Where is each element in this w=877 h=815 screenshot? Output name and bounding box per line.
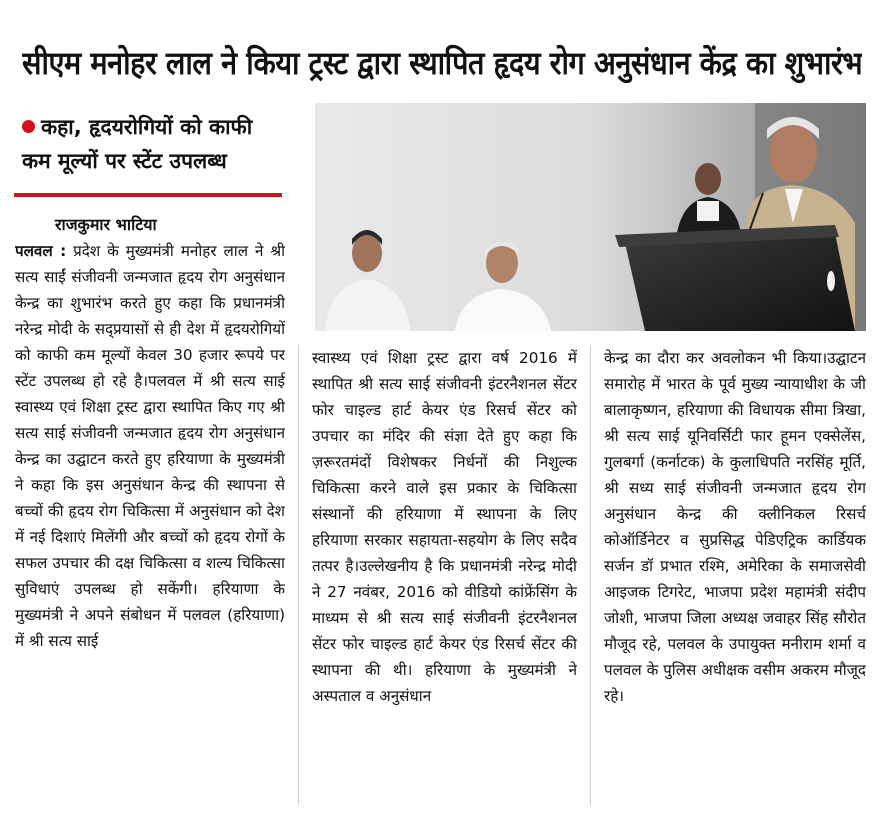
byline: राजकुमार भाटिया bbox=[55, 215, 157, 234]
article-column-3 bbox=[604, 345, 866, 810]
column-1-text: प्रदेश के मुख्यमंत्री मनोहर लाल ने श्री सत्य साईं संजीवनी जन्मजात हृदय रोग अनुसंधान केन्द्र का शुभारंभ करते हुए कहा कि प्रधानमंत्री नरेन्द्र मोदी के सद्प्रयासों से ही देश में हृदयरोगियों को काफी कम मूल्यों केवल 30 हजार रूपये पर स्टेंट उपलब्ध हो रहे है।पलवल में श्री सत्य साई स्वास्थ्य एवं शिक्षा ट्रस्ट द्वारा स्थापित किए गए श्री सत्य साई संजीवनी जन्मजात हृदय रोग अनुसंधान केन्द्र का उद्घाटन करते हुए हरियाणा के मुख्यमंत्री ने कहा कि इस अनुसंधान केन्द्र की स्थापना से बच्चों की हृदय रोग चिकित्सा में अनुसंधान को देश में नई दिशाएं मिलेंगी और बच्चों को हृदय रोगों के सफल उपचार की दक्ष चिकित्सा व शल्य चिकित्सा सुविधाएं उपलब्ध हो सकेंगी। हरियाणा के मुख्यमंत्री ने अपने संबोधन में पलवल (हरियाणा) में श्री सत्य साई bbox=[15, 242, 285, 650]
column-3-text: केन्द्र का दौरा कर अवलोकन भी किया।उद्घाटन समारोह में भारत के पूर्व मुख्य न्यायाधीश के जी बालाकृष्णन, हरियाणा की विधायक सीमा त्रिखा, श्री सत्य साई यूनिवर्सिटी फार हूमन एक्सेलेंस, गुलबर्गा (कर्नाटक) के कुलाधिपति नरसिंह मूर्ति, श्री सध्य साई संजीवनी जन्मजात हृदय रोग अनुसंधान केन्द्र की क्लीनिकल रिसर्च कोऑर्डिनेटर व सुप्रसिद्ध पेडिएट्रिक कार्डियक सर्जन डॉ प्रभात रश्मि, अमेरिका के समाजसेवी आइजक टिगरेट, भाजपा प्रदेश महामंत्री संदीप जोशी, भाजपा जिला अध्यक्ष जवाहर सिंह सौरोत मौजूद रहे, पलवल के उपायुक्त मनीराम शर्मा व पलवल के पुलिस अधीक्षक वसीम अकरम मौजूद रहे। bbox=[604, 349, 866, 705]
bullet-icon bbox=[22, 120, 35, 133]
column-rule bbox=[590, 345, 591, 805]
deck bbox=[22, 110, 284, 178]
podium bbox=[615, 225, 855, 331]
article-column-2 bbox=[312, 345, 577, 810]
article-column-1 bbox=[15, 238, 285, 808]
dateline: पलवल : bbox=[15, 242, 67, 260]
column-rule bbox=[298, 345, 299, 805]
headline: सीएम मनोहर लाल ने किया ट्रस्ट द्वारा स्थापित हृदय रोग अनुसंधान केंद्र का शुभारंभ bbox=[22, 44, 863, 82]
deck-line-2: कम मूल्यों पर स्टेंट उपलब्ध bbox=[22, 149, 227, 173]
deck-line-1-text: कहा, हृदयरोगियों को काफी bbox=[41, 115, 253, 139]
deck-line-1 bbox=[22, 110, 284, 144]
divider-rule bbox=[14, 193, 282, 197]
news-photo bbox=[315, 103, 866, 331]
column-2-text: स्वास्थ्य एवं शिक्षा ट्रस्ट द्वारा वर्ष 2016 में स्थापित श्री सत्य साई संजीवनी इंटरनैशनल सेंटर फोर चाइल्ड हार्ट केयर एंड रिसर्च सेंटर को उपचार का मंदिर की संज्ञा देते हुए कहा कि ज़रूरतमंदों विशेषकर निर्धनों की निशुल्क चिकित्सा करने वाले इस प्रकार के चिकित्सा संस्थानों की हरियाणा में स्थापना के लिए हरियाणा सरकार सहायता-सहयोग के लिए सदैव तत्पर है।उल्लेखनीय है कि प्रधानमंत्री नरेन्द्र मोदी ने 27 नवंबर, 2016 को वीडियो कांफ्रेंसिंग के माध्यम से श्री सत्य साई संजीवनी इंटरनैशनल सेंटर फोर चाइल्ड हार्ट केयर एंड रिसर्च सेंटर की स्थापना की थी। हरियाणा के मुख्यमंत्री ने अस्पताल व अनुसंधान bbox=[312, 349, 577, 705]
